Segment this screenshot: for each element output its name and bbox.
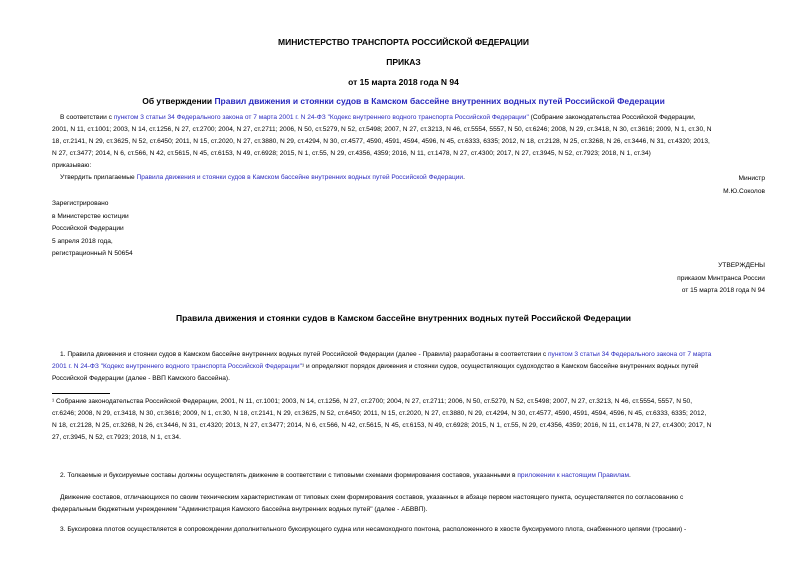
preamble-line-5: приказываю: <box>52 162 92 169</box>
paragraph-3-line-1: Движение составов, отличающихся по своим техническим характеристикам от типовых схем формирования составов, указанных в абзаце первом настоящего пункта, осуществляется по согласованию с <box>60 494 684 501</box>
footnote-line-4: 27, ст.3945, N 52, ст.7923; 2018, N 1, ст.34. <box>52 434 181 441</box>
signature-name: М.Ю.Соколов <box>723 187 765 195</box>
footnote-divider <box>52 393 110 394</box>
paragraph-3 <box>52 492 760 516</box>
paragraph-1-rest: и определяют порядок движения и стоянки судов, осуществляющих судоходство в Камском бассейне внутренних водных путей <box>304 363 699 370</box>
paragraph-1-line-2 <box>52 361 760 373</box>
preamble-rest: (Собрание законодательства Российской Федерации, <box>528 114 696 121</box>
law-link-part-1[interactable]: пунктом 3 статьи 34 Федерального закона от 7 марта <box>547 351 712 358</box>
footnote-line-1: ¹ Собрание законодательства Российской Федерации, 2001, N 11, ст.1001; 2003, N 14, ст.1256, N 27, ст.2700; 2004, N 27, ст.2711; 2006, N 50, ст.5279, N 52, ст.5498; 2007, N 27, ст.3213, N 46, ст.5554, 5557, N 50, <box>52 398 693 405</box>
paragraph-1-line-1 <box>52 349 760 361</box>
preamble <box>52 112 760 184</box>
preamble-intro: В соответствии с <box>60 114 114 121</box>
order-title-prefix: Об утверждении <box>142 96 215 106</box>
paragraph-1-intro: 1. Правила движения и стоянки судов в Камском бассейне внутренних водных путей Российской Федерации (далее - Правила) разработаны в соответствии с <box>60 351 548 358</box>
footnote-line-2: ст.6246; 2008, N 29, ст.3418, N 30, ст.3616; 2009, N 1, ст.30, N 18, ст.2141, N 29, ст.3625, N 52, ст.6450; 2011, N 15, ст.2020, N 27, ст.3880, N 29, ст.4294, N 30, ст.4577, 4590, 4591, 4594, 4596, N 45, ст.6333, 6335; 2012, <box>52 410 707 417</box>
approved-line-3: от 15 марта 2018 года N 94 <box>681 287 765 294</box>
signature-position: Министр <box>738 175 765 182</box>
paragraph-2-end: . <box>629 472 631 479</box>
paragraph-4 <box>52 524 760 536</box>
registration-line-5: регистрационный N 50654 <box>52 250 133 257</box>
law-link-part-2[interactable]: 2001 г. N 24-ФЗ "Кодекс внутреннего водного транспорта Российской Федерации" <box>52 363 302 370</box>
paragraph-3-line-2: федеральным бюджетным учреждением "Администрация Камского бассейна внутренних водных путей" (далее - АБВВП). <box>52 506 428 513</box>
footnote-line-3: N 18, ст.2128, N 25, ст.3268, N 26, ст.3446, N 31, ст.4320; 2013, N 27, ст.3477; 2014, N 6, ст.566, N 42, ст.5615, N 45, ст.6153, N 49, ст.6928; 2015, N 1, ст.55, N 29, ст.4356, 4359; 2016, N 11, ст.1478, N 27, ст.4300; 2017, N <box>52 422 712 429</box>
preamble-line-2: 2001, N 11, ст.1001; 2003, N 14, ст.1256, N 27, ст.2700; 2004, N 27, ст.2711; 2006, N 50, ст.5279, N 52, ст.5498; 2007, N 27, ст.3213, N 46, ст.5554, 5557, N 50, ст.6246; 2008, N 29, ст.3418, N 30, ст.3616; 2009, N 1, ст.30, N <box>52 126 712 133</box>
ministry-heading: МИНИСТЕРСТВО ТРАНСПОРТА РОССИЙСКОЙ ФЕДЕРАЦИИ <box>278 37 529 47</box>
registration-line-1: Зарегистрировано <box>52 200 109 207</box>
registration-line-4: 5 апреля 2018 года, <box>52 237 113 245</box>
preamble-line-3: 18, ст.2141, N 29, ст.3625, N 52, ст.6450; 2011, N 15, ст.2020, N 27, ст.3880, N 29, ст.4294, N 30, ст.4577, 4590, 4591, 4594, 4596, N 45, ст.6333, 6335; 2012, N 18, ст.2128, N 25, ст.3268, N 26, ст.3446, N 31, ст.4320; 2013, <box>52 138 710 145</box>
paragraph-1-line-3: Российской Федерации (далее - ВВП Камского бассейна). <box>52 375 230 382</box>
code-link[interactable]: пунктом 3 статьи 34 Федерального закона от 7 марта 2001 г. N 24-ФЗ "Кодекс внутреннего водного транспорта Российской Федерации" <box>113 114 529 121</box>
signature-block <box>723 173 765 198</box>
approve-prefix: Утвердить прилагаемые <box>60 174 137 181</box>
approve-line <box>52 172 760 184</box>
paragraph-4-line-1: 3. Буксировка плотов осуществляется в сопровождении дополнительного буксирующего судна или несамоходного понтона, расположенного в хвосте буксируемого плота, снабженного цепями (тросами) - <box>60 526 687 533</box>
doc-type-heading: ПРИКАЗ <box>386 57 421 67</box>
approved-block <box>677 260 765 298</box>
preamble-line-1 <box>52 112 760 124</box>
registration-line-3: Российской Федерации <box>52 225 124 232</box>
order-title <box>0 96 807 106</box>
approved-line-1: УТВЕРЖДЕНЫ <box>718 262 765 269</box>
preamble-line-4: N 27, ст.3477; 2014, N 6, ст.566, N 42, ст.5615, N 45, ст.6153, N 49, ст.6928; 2015, N 1, ст.55, N 29, ст.4356, 4359; 2016, N 11, ст.1478, N 27, ст.4300; 2017, N 27, ст.3945, N 52, ст.7923; 2018, N 1, ст.34) <box>52 150 651 157</box>
paragraph-1 <box>52 349 760 385</box>
approve-rules-link[interactable]: Правила движения и стоянки судов в Камском бассейне внутренних водных путей Российской Федерации <box>136 174 464 181</box>
registration-block <box>52 198 133 261</box>
approve-suffix: . <box>463 174 465 181</box>
rules-title: Правила движения и стоянки судов в Камском бассейне внутренних водных путей Российской Федерации <box>175 313 632 323</box>
doc-date-heading: от 15 марта 2018 года N 94 <box>348 77 459 87</box>
footnote-marker[interactable]: ¹ <box>301 363 305 370</box>
registration-line-2: в Министерстве юстиции <box>52 212 129 220</box>
appendix-link[interactable]: приложении к настоящим Правилам <box>517 472 629 479</box>
order-title-link[interactable]: Правил движения и стоянки судов в Камском бассейне внутренних водных путей Российской Федерации <box>214 96 665 106</box>
footnote <box>52 396 760 444</box>
paragraph-2 <box>52 470 760 482</box>
approved-line-2: приказом Минтранса России <box>677 274 765 282</box>
paragraph-2-line-1 <box>52 470 760 482</box>
paragraph-2-intro: 2. Толкаемые и буксируемые составы должны осуществлять движение в соответствии с типовыми схемами формирования составов, указанными в <box>60 472 518 479</box>
